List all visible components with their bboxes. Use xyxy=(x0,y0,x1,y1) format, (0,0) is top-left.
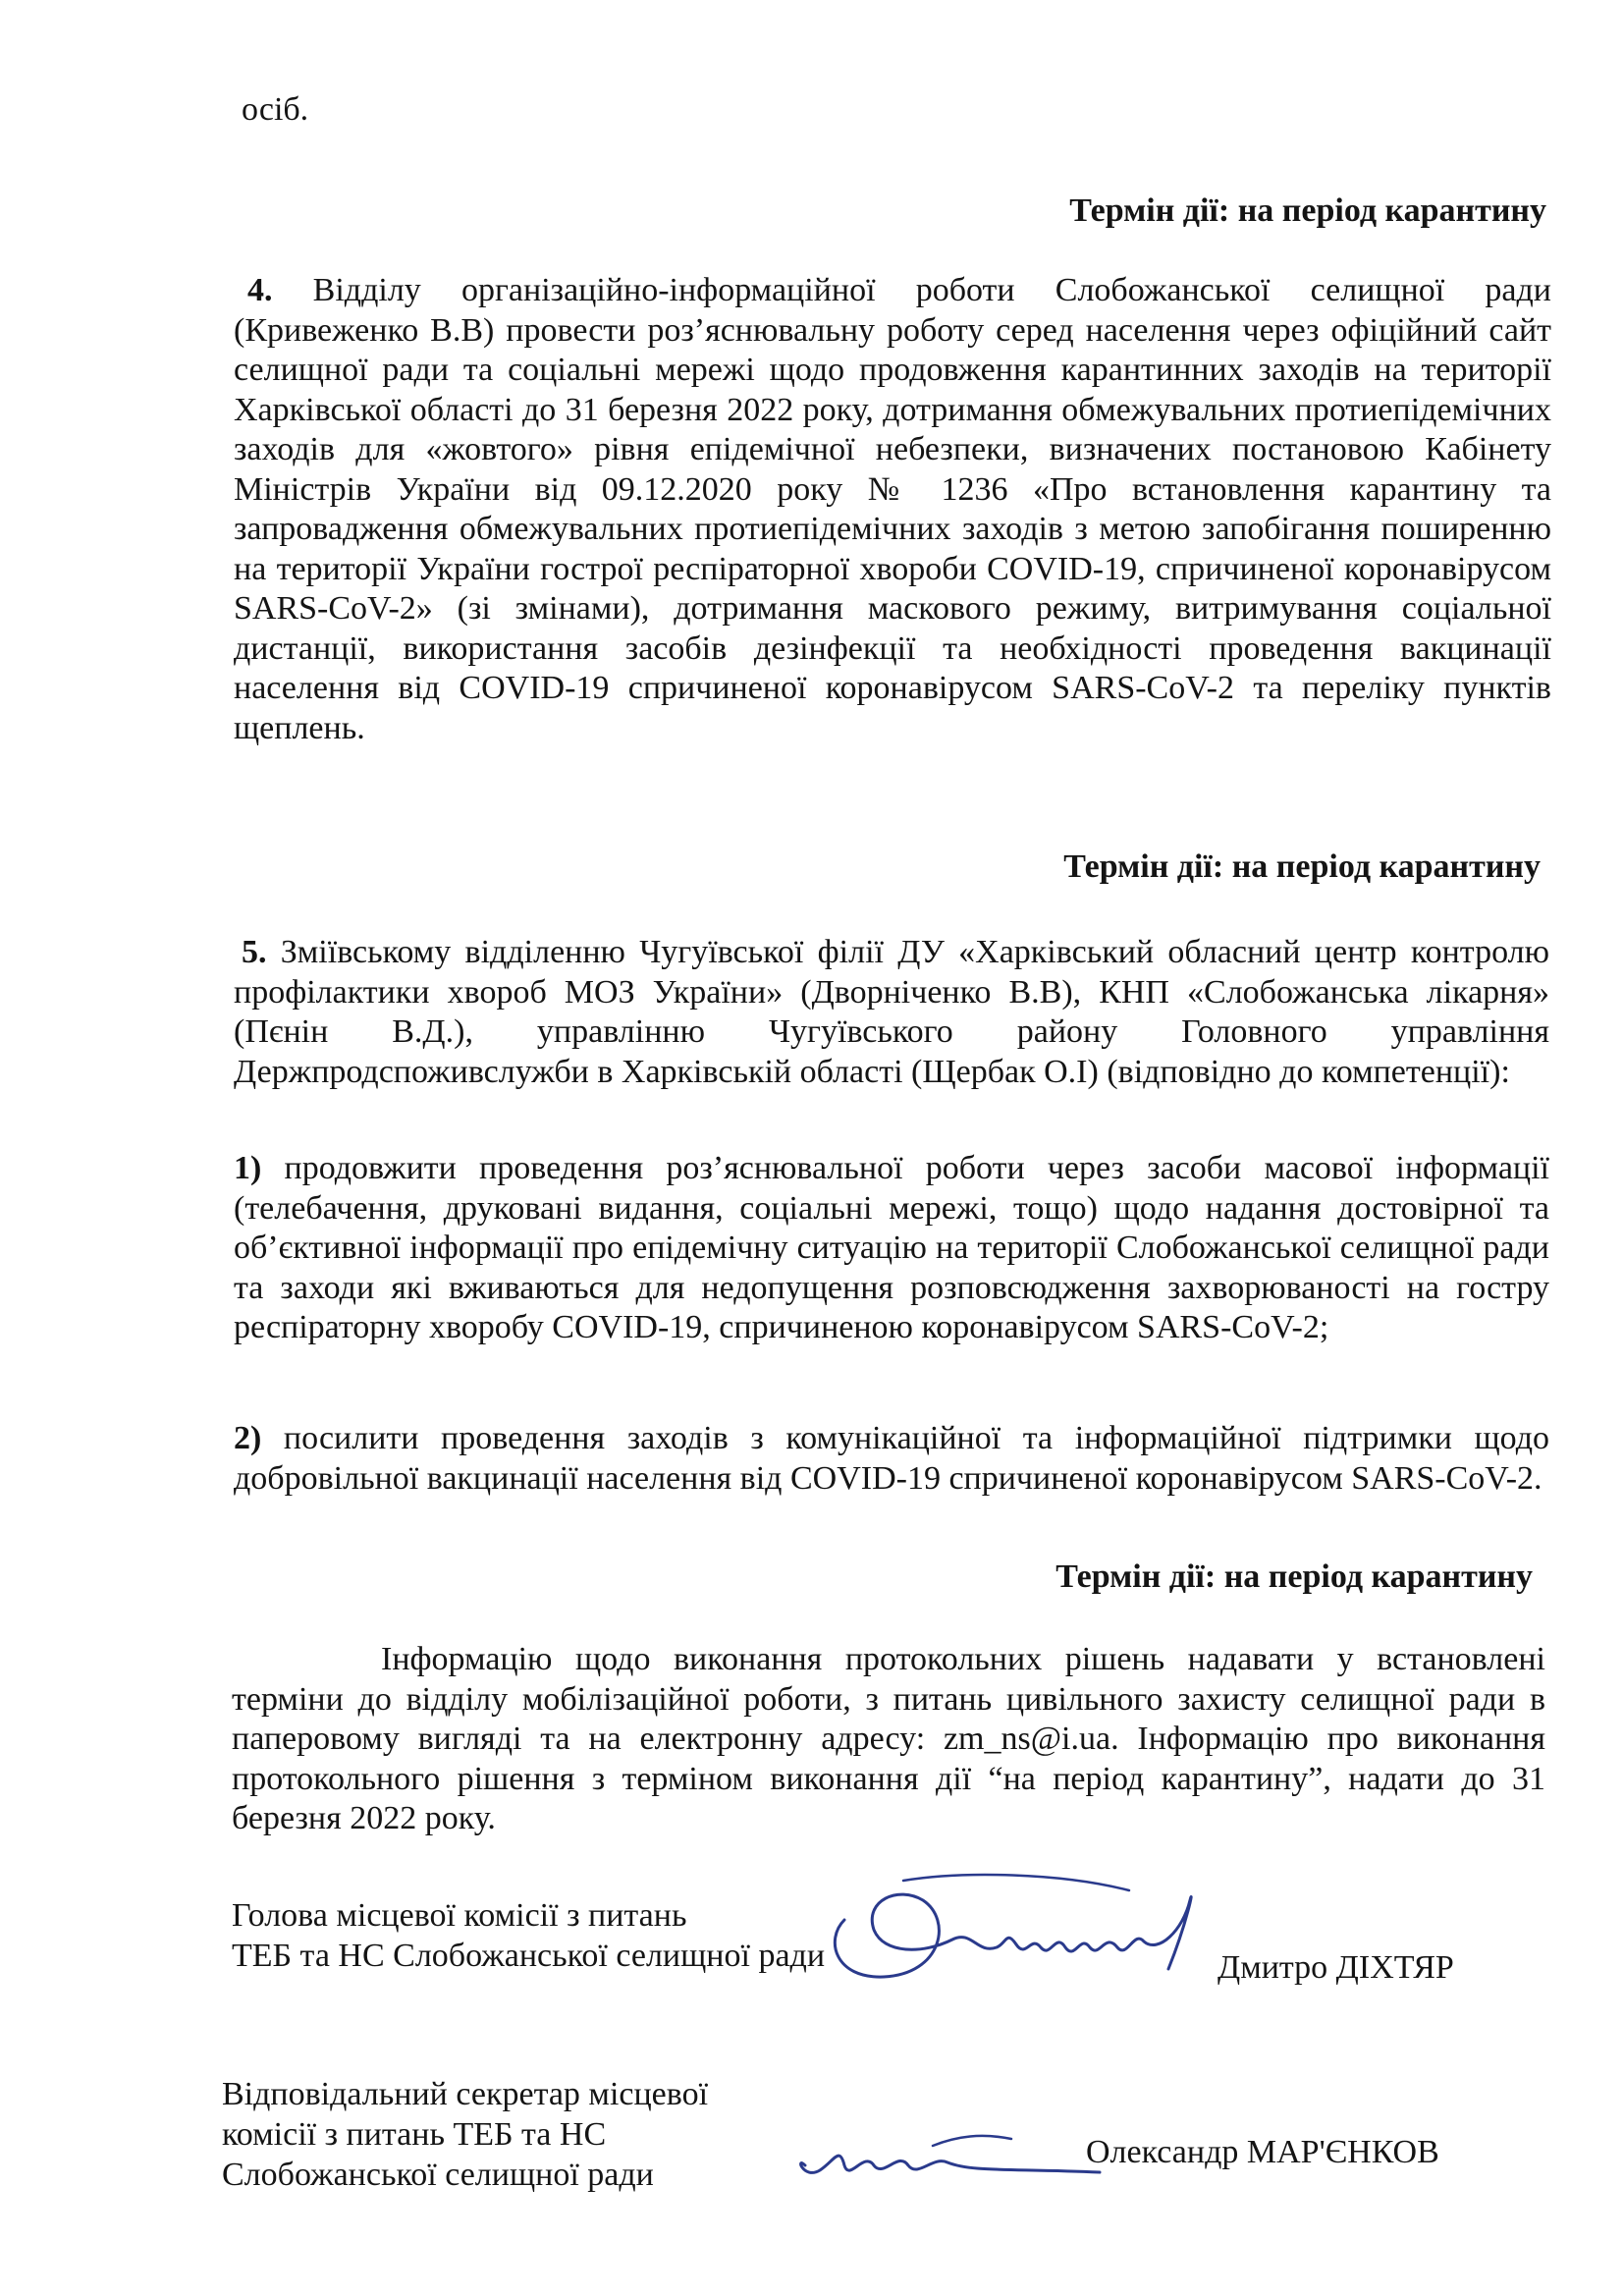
item-5-sub-2-number: 2) xyxy=(234,1420,262,1456)
item-4-text: Відділу організаційно-інформаційної роботи Слобожанської селищної ради (Кривеженко В.В) провести роз’яснювальну роботу серед населення через офіційний сайт селищної ради та соціальні мережі щодо продовження карантинних заходів на території Харківської області до 31 березня 2022 року, дотримання обмежувальних протиепідемічних заходів для «жовтого» рівня епідемічної небезпеки, визначених постановою Кабінету Міністрів України від 09.12.2020 року № 1236 «Про встановлення карантину та запровадження обмежувальних протиепідемічних заходів з метою запобігання поширенню на території України гострої респіраторної хвороби COVID-19, спричиненої коронавірусом SARS-CoV-2» (зі змінами), дотримання маскового режиму, витримування соціальної дистанції, використання засобів дезінфекції та необхідності проведення вакцинації населення від COVID-19 спричиненої коронавірусом SARS-CoV-2 та переліку пунктів щеплень. xyxy=(234,272,1551,746)
item-5-paragraph xyxy=(234,933,1549,1092)
head-signature-icon xyxy=(805,1861,1227,1998)
secretary-title-line-2: комісії з питань ТЕБ та НС xyxy=(222,2116,607,2153)
item-5-sub-2-text: посилити проведення заходів з комунікаційної та інформаційної підтримки щодо добровільної вакцинації населення від COVID-19 спричиненої коронавірусом SARS-CoV-2. xyxy=(234,1420,1549,1497)
item-5-text: Зміївському відділенню Чугуївської філії ДУ «Харківський обласний центр контролю профілактики хвороб МОЗ України» (Дворніченко В.В), КНП «Слобожанська лікарня» (Пєнін В.Д.), управлінню Чугуївського району Головного управління Держпродспоживслужби в Харківській області (Щербак О.І) (відповідно до компетенції): xyxy=(234,934,1549,1090)
secretary-title-line-3: Слобожанської селищної ради xyxy=(222,2157,654,2193)
head-name: Дмитро ДІХТЯР xyxy=(1217,1949,1454,1986)
item-5-number: 5. xyxy=(242,934,267,970)
term-label-2: Термін дії: на період карантину xyxy=(1063,848,1541,885)
item-5-sub-1 xyxy=(234,1149,1549,1348)
item-5-sub-1-text: продовжити проведення роз’яснювальної роботи через засоби масової інформації (телебачення, друковані видання, соціальні мережі, тощо) щодо надання достовірної та об’єктивної інформації про епідемічну ситуацію на території Слобожанської селищної ради та заходи які вживаються для недопущення розповсюдження захворюваності на гостру респіраторну хворобу COVID-19, спричиненою коронавірусом SARS-CoV-2; xyxy=(234,1150,1549,1345)
info-paragraph: Інформацію щодо виконання протокольних рішень надавати у встановлені терміни до відділу мобілізаційної роботи, з питань цивільного захисту селищної ради в паперовому вигляді та на електронну адресу: zm_ns@i.ua. Інформацію про виконання протокольного рішення з терміном виконання дії “на період карантину”, надати до 31 березня 2022 року. xyxy=(232,1641,1545,1836)
item-4-number: 4. xyxy=(247,272,273,308)
term-label-1: Термін дії: на період карантину xyxy=(1069,192,1546,229)
head-title-line-2: ТЕБ та НС Слобожанської селищної ради xyxy=(232,1938,826,1974)
term-label-3: Термін дії: на період карантину xyxy=(1055,1558,1533,1595)
head-title-line-1: Голова місцевої комісії з питань xyxy=(232,1897,687,1934)
item-5-sub-2 xyxy=(234,1419,1549,1499)
secretary-signature-icon xyxy=(785,2111,1109,2200)
secretary-title-line-1: Відповідальний секретар місцевої xyxy=(222,2076,709,2112)
continued-text: осіб. xyxy=(242,91,309,128)
secretary-title xyxy=(222,2074,708,2195)
secretary-name: Олександр МАР'ЄНКОВ xyxy=(1086,2134,1439,2170)
item-5-sub-1-number: 1) xyxy=(234,1150,262,1186)
head-title xyxy=(232,1895,825,1976)
item-4-paragraph xyxy=(234,271,1551,748)
